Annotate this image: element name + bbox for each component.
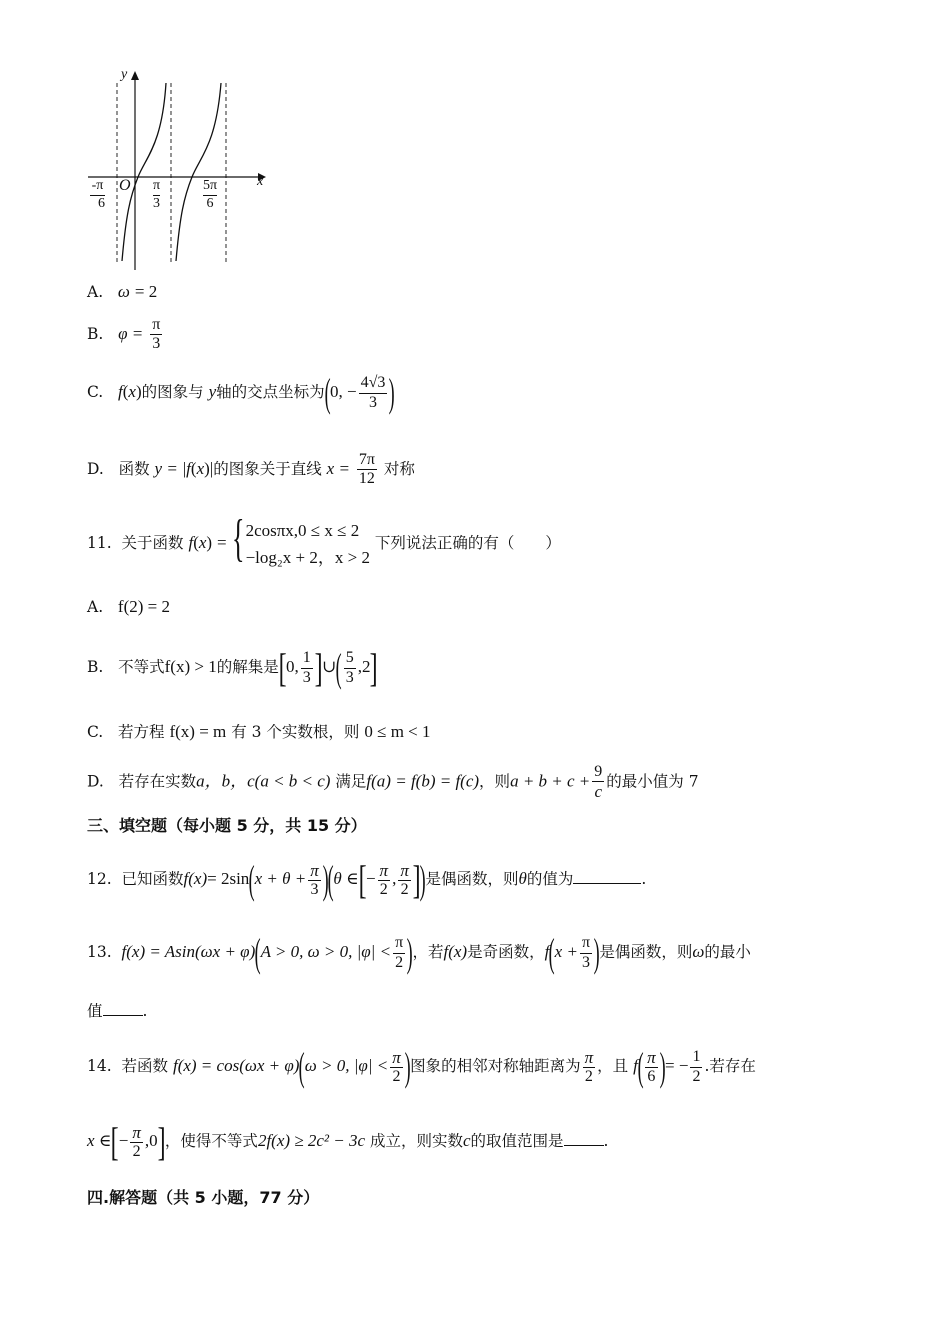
text: 若存在实数 <box>118 772 197 791</box>
case-row: −log₂x + 2，x > 2 <box>245 548 370 567</box>
case-row: 2cosπx,0 ≤ x ≤ 2 <box>245 521 360 540</box>
numerator: π <box>310 860 319 880</box>
y-axis-label: y <box>121 67 128 82</box>
option-label: B. <box>87 658 104 676</box>
denominator: 2 <box>400 881 409 899</box>
math-inner: x + <box>554 942 578 961</box>
y-axis-arrow <box>131 71 139 80</box>
math-fx: f(x) <box>443 942 468 961</box>
q14-line-2: x ∈[− $\frac{\pi}{2}$ ,0]，使得不等式2f(x) ≥ 2c² − 3c 成立，则实数c的取值范围是 . <box>87 1119 609 1164</box>
q10-option-b <box>87 316 164 354</box>
denominator: 12 <box>358 470 375 488</box>
fraction <box>301 649 313 687</box>
question-number: 14. <box>87 1057 112 1075</box>
math-y: y <box>208 382 217 401</box>
math-fx: f(x) = cos(ωx + φ) <box>172 1056 300 1075</box>
math-neg: − <box>118 1131 129 1150</box>
fraction <box>580 934 592 972</box>
section-3-heading: 三、填空题（每小题 5 分，共 15 分） <box>87 816 367 835</box>
math-cond: ω > 0, |φ| < <box>304 1056 389 1075</box>
math-x: x <box>196 458 205 478</box>
numerator: 4√3 <box>359 374 388 393</box>
denominator: c <box>594 782 603 802</box>
fraction <box>645 1048 658 1087</box>
denominator: 3 <box>368 393 377 411</box>
q11-option-c <box>87 723 431 741</box>
q12: 12. 已知函数f(x)= 2sin(x + θ + $\frac{\pi}{3}$ )(θ ∈[− $\frac{\pi}{2}$ , $\frac{\pi}{2}$ ])是偶函数，则θ的值为 . <box>87 857 647 902</box>
answer-blank[interactable] <box>103 1015 143 1016</box>
text: .若存在 <box>704 1057 756 1075</box>
text: 函数 <box>118 459 150 478</box>
denominator: 3 <box>345 668 354 686</box>
text: 下列说法正确的有（ ） <box>374 534 561 552</box>
text: 不等式 <box>118 658 165 676</box>
fraction <box>592 763 604 802</box>
math-value: = 2 <box>134 282 158 301</box>
text: ，则 <box>479 772 511 791</box>
tangent-graph <box>80 65 280 275</box>
numerator: 7π <box>357 451 377 470</box>
denominator: 2 <box>584 1068 593 1086</box>
answer-blank[interactable] <box>573 883 641 884</box>
math: 0, <box>286 657 299 676</box>
text: 的值为 <box>526 870 574 888</box>
q10-option-a <box>87 283 157 301</box>
tick-numerator: π <box>153 178 160 196</box>
numerator: π <box>647 1047 656 1067</box>
math-fx: f(x) = Asin(ωx + φ) <box>121 942 256 961</box>
fraction <box>398 861 411 900</box>
fraction <box>390 1048 403 1087</box>
text: 轴的交点坐标为 <box>216 383 325 401</box>
denominator: 3 <box>302 668 311 686</box>
text: 值 <box>87 1002 103 1020</box>
x-axis-label: x <box>257 174 264 189</box>
math-phi: φ = <box>118 323 144 343</box>
math-omega: ω <box>692 942 705 961</box>
math-theta: θ ∈ <box>333 869 359 888</box>
numerator: π <box>393 934 405 953</box>
question-number: 11. <box>87 534 112 552</box>
math-x: x <box>198 533 207 552</box>
math-cup: ∪ <box>322 657 337 676</box>
math-fx: f(x) <box>183 869 208 888</box>
tick-numerator: -π <box>90 178 105 196</box>
question-number: 12. <box>87 870 112 888</box>
q13: 13. f(x) = Asin(ωx + φ)(A > 0, ω > 0, |φ| < $\frac{\pi}{2}$ )，若f(x)是奇函数，f(x + $\frac{\pi}{3}$ )是偶函数，则ω的最小 <box>87 930 751 975</box>
math-f: f <box>633 1056 638 1075</box>
text: 是偶函数，则 <box>599 943 693 961</box>
q14: 14. 若函数 f(x) = cos(ωx + φ)(ω > 0, |φ| < $\frac{\pi}{2}$ )图象的相邻对称轴距离为 $\frac{\pi}{2}$ ，且 f( $\frac{\pi}{6}$ )= − $\frac{1}{2}$ .若存在 <box>87 1044 756 1089</box>
q11-option-b: B. 不等式f(x) > 1的解集是[0, $\frac{1}{3}$ ]∪( $\frac{5}{3}$ ,2] <box>87 645 379 690</box>
fraction <box>344 649 356 687</box>
math-c: c <box>462 1131 471 1150</box>
option-label: A. <box>87 283 104 301</box>
math-x: x <box>128 382 136 401</box>
option-label: A. <box>87 598 104 616</box>
numerator: 1 <box>301 649 313 668</box>
text: 的图象关于直线 <box>213 459 322 478</box>
tangent-branch <box>176 83 221 261</box>
numerator: π <box>150 316 162 335</box>
fraction <box>393 934 405 972</box>
q10-option-c: C. f(x)的图象与 y轴的交点坐标为(0, − $\frac{4√3}{3}$ ) <box>87 370 396 415</box>
text: 的图象与 <box>141 383 204 401</box>
math-theta: θ <box>518 869 527 888</box>
math-expr: f(2) = 2 <box>117 597 170 616</box>
denominator: 2 <box>392 1068 401 1086</box>
denominator: 3 <box>581 953 590 971</box>
punct: . <box>142 1002 148 1020</box>
math-ineq: f(x) > 1 <box>164 657 217 676</box>
q11-option-a <box>87 598 170 616</box>
q10-option-d: D. 函数 y = |f(x)|的图象关于直线 x = $\frac{7\pi}{12}$ 对称 <box>87 451 415 488</box>
denominator: 2 <box>395 953 404 971</box>
math-f: f <box>188 533 194 552</box>
math-ineq: 2f(x) ≥ 2c² − 3c <box>257 1131 366 1150</box>
math-eq: = 2sin <box>207 869 250 888</box>
section-4-heading: 四.解答题（共 5 小题，77 分） <box>87 1188 320 1207</box>
denominator: 2 <box>132 1143 141 1161</box>
math-f: f <box>544 942 550 961</box>
text: 的取值范围是 <box>470 1132 564 1150</box>
tick-pi-3 <box>153 178 160 213</box>
text: 的最小值为 7 <box>606 772 699 791</box>
text: 的解集是 <box>216 658 279 676</box>
fraction <box>690 1048 702 1086</box>
text: ，且 <box>597 1057 629 1075</box>
denominator: 2 <box>379 881 388 899</box>
math-range: 0 ≤ m < 1 <box>364 722 431 741</box>
numerator: π <box>392 1047 401 1067</box>
text: 对称 <box>383 459 415 478</box>
q11-option-d <box>87 763 699 802</box>
tick-denominator: 6 <box>206 195 214 211</box>
numerator: π <box>132 1122 141 1142</box>
denominator: 2 <box>692 1067 701 1085</box>
piecewise-function: { 2cosπx,0 ≤ x ≤ 2 −log₂x + 2，x > 2 <box>232 517 370 571</box>
text: 是奇函数， <box>467 943 545 961</box>
text: 若方程 <box>118 723 165 741</box>
numerator: π <box>379 860 389 880</box>
fraction <box>308 861 321 900</box>
fraction <box>359 374 388 412</box>
math-cond: A > 0, ω > 0, |φ| < <box>260 942 392 961</box>
math-x-in: x ∈ <box>87 1131 112 1150</box>
punct: . <box>641 870 647 888</box>
math-zero: ,0 <box>144 1131 158 1150</box>
text: ，若 <box>412 943 444 961</box>
text: 成立，则实数 <box>369 1132 463 1150</box>
math-neg: − <box>365 869 376 888</box>
text: 若函数 <box>121 1057 169 1075</box>
math-eq: f(a) = f(b) = f(c) <box>366 771 480 791</box>
math-comma: , <box>392 869 397 888</box>
option-label: B. <box>87 324 104 343</box>
denominator: 3 <box>152 335 161 353</box>
tick-denominator: 6 <box>98 195 105 211</box>
text: 是偶函数，则 <box>425 870 519 888</box>
q13-line-2 <box>87 1004 147 1020</box>
numerator: π <box>400 860 409 880</box>
math-y: y = <box>154 458 178 478</box>
math-eq: = <box>217 533 227 552</box>
denominator: 3 <box>310 881 319 899</box>
option-label: C. <box>87 383 104 401</box>
text: 的最小 <box>704 943 751 961</box>
text: 满足 <box>335 772 367 791</box>
numerator: π <box>584 1047 594 1067</box>
origin-label: O <box>119 177 131 194</box>
numerator: 5 <box>344 649 356 668</box>
tick-5pi-6 <box>203 178 217 213</box>
math-x-eq: x = <box>326 458 350 478</box>
denominator: 6 <box>647 1068 656 1086</box>
tangent-branch <box>122 83 166 261</box>
text: 关于函数 <box>121 534 184 552</box>
math-eq: = − <box>665 1056 689 1075</box>
option-label: D. <box>87 772 104 791</box>
math-f: f <box>186 458 191 478</box>
option-label: C. <box>87 723 104 741</box>
tick-neg-pi-6 <box>90 178 105 213</box>
math-f: f <box>118 382 123 401</box>
tick-numerator: 5π <box>203 178 217 196</box>
text: 已知函数 <box>121 870 184 888</box>
math-abc: a，b，c(a < b < c) <box>196 771 331 791</box>
fraction <box>130 1123 143 1162</box>
question-number: 13. <box>87 943 112 961</box>
numerator: π <box>580 934 592 953</box>
option-label: D. <box>87 459 104 478</box>
math-inner: x + θ + <box>254 869 307 888</box>
math-eq: f(x) = m <box>169 722 227 741</box>
fraction <box>150 316 162 354</box>
numerator: 9 <box>592 763 604 782</box>
math-zero: 0, − <box>329 382 357 401</box>
fraction <box>583 1048 596 1087</box>
text: ，使得不等式 <box>164 1132 258 1150</box>
punct: . <box>603 1132 609 1150</box>
q11-stem: 11. 关于函数 f(x) = { 2cosπx,0 ≤ x ≤ 2 −log₂x + 2，x > 2 下列说法正确的有（ ） <box>87 517 561 571</box>
fraction <box>378 861 391 900</box>
text: 图象的相邻对称轴距离为 <box>410 1057 581 1075</box>
math: ,2 <box>357 657 371 676</box>
math-omega: ω <box>117 282 130 301</box>
answer-blank[interactable] <box>564 1145 604 1146</box>
tick-denominator: 3 <box>153 195 161 211</box>
fraction <box>357 451 377 489</box>
math-sum: a + b + c + <box>510 771 591 791</box>
numerator: 1 <box>690 1048 702 1067</box>
text: 有 3 个实数根，则 <box>231 723 360 741</box>
